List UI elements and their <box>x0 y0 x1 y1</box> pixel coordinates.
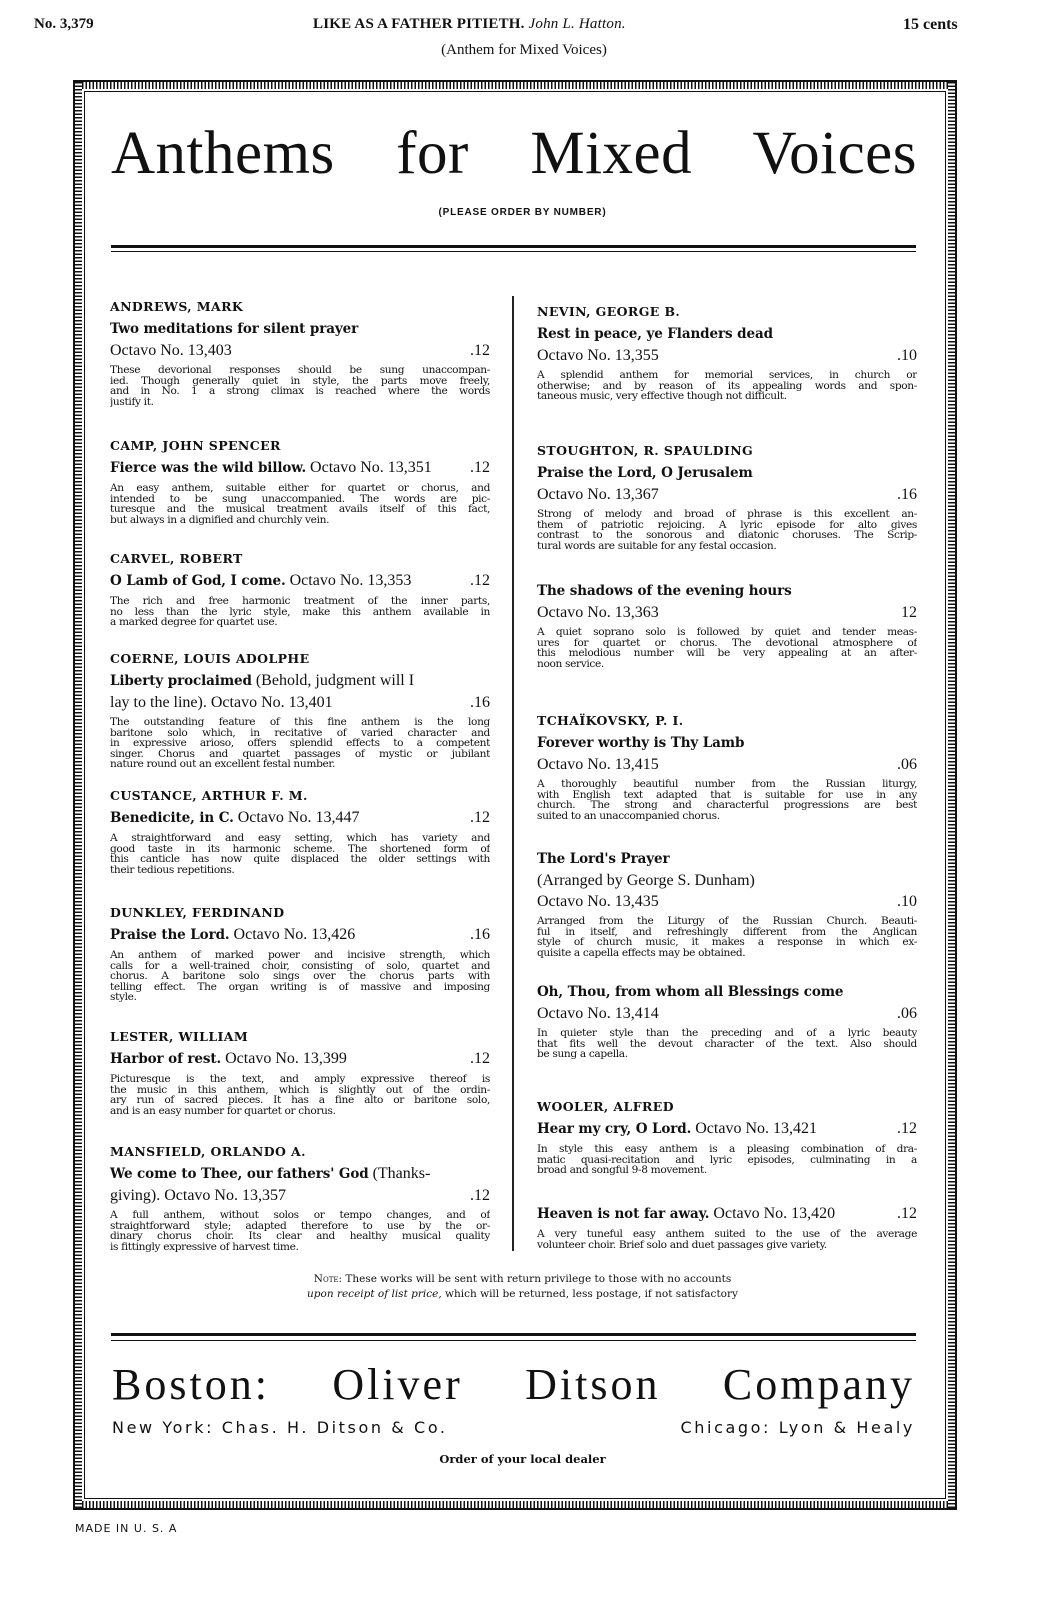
description-line: style. <box>110 992 137 1003</box>
entry-heading-line <box>537 1003 917 1024</box>
price: .12 <box>897 1205 917 1222</box>
heading-text <box>110 692 333 713</box>
heading-text <box>537 754 659 775</box>
description-line: ied. Though generally quiet in style, the parts move freely, <box>110 375 490 387</box>
catalog-entry <box>537 442 917 551</box>
octavo-number: Octavo No. 13,351 <box>310 459 432 476</box>
description-line: singer. Chorus and quartet passages of mystic or jubilant <box>110 748 490 760</box>
entry-description <box>537 627 917 669</box>
catalog-entry <box>110 787 490 875</box>
description-line: broad and songful 9-8 movement. <box>537 1165 707 1176</box>
description-line: good taste in its harmonic scheme. The shortened form of <box>110 843 490 855</box>
description-line: An easy anthem, suitable either for quartet or chorus, and <box>110 483 490 494</box>
description-line: baritone solo which, in recitative of varied character and <box>110 727 490 739</box>
entry-description <box>537 1028 917 1060</box>
octavo-number: (Arranged by George S. Dunham) <box>537 872 755 889</box>
heading-text <box>537 462 753 484</box>
note-line-1: These works will be sent with return privilege to those with no accounts <box>345 1273 732 1285</box>
composer-name: TCHAÏKOVSKY, P. I. <box>537 713 684 728</box>
header-price: 15 cents <box>903 16 958 33</box>
heading-text <box>110 1163 430 1185</box>
description-line: with English text adapted that is suitable for use in any <box>537 789 917 801</box>
octavo-number: giving). Octavo No. 13,357 <box>110 1187 286 1204</box>
catalog-entry <box>110 1143 490 1252</box>
branch-new-york: New York: Chas. H. Ditson & Co. <box>112 1418 448 1437</box>
work-title: Forever worthy is Thy Lamb <box>537 735 745 751</box>
octavo-number: Octavo No. 13,447 <box>237 809 360 826</box>
border-band-top <box>75 82 955 89</box>
octavo-number: Octavo No. 13,363 <box>537 604 659 621</box>
entry-heading-line <box>537 462 917 484</box>
description-line: telling effect. The organ writing is of massive and imposing <box>110 981 490 993</box>
entry-heading-line <box>537 580 917 602</box>
entry-heading-line <box>110 318 490 340</box>
work-title: Fierce was the wild billow. <box>110 460 307 476</box>
octavo-number: Octavo No. 13,415 <box>537 756 659 773</box>
header-title <box>313 16 626 33</box>
catalog-entry <box>110 437 490 525</box>
made-in-label: MADE IN U. S. A <box>75 1522 178 1535</box>
heading-text <box>537 345 659 366</box>
composer-name: CAMP, JOHN SPENCER <box>110 438 281 453</box>
catalog-entry <box>110 904 490 1003</box>
catalog-entry <box>537 580 917 669</box>
header-composer: John L. Hatton. <box>528 16 626 32</box>
note-italic: upon receipt of list price, <box>307 1288 442 1300</box>
entry-heading-line <box>537 345 917 366</box>
entry-heading-line <box>537 981 917 1003</box>
description-line: chorus. A baritone solo sings over the chorus parts with <box>110 971 490 982</box>
octavo-number: Octavo No. 13,420 <box>713 1205 836 1222</box>
catalog-entry <box>110 550 490 628</box>
description-line: is fittingly expressive of harvest time. <box>110 1241 299 1253</box>
description-line: this canticle has now quite displaced the older settings with <box>110 854 490 865</box>
work-title: O Lamb of God, I come. <box>110 573 286 589</box>
work-title: Liberty proclaimed <box>110 673 252 689</box>
work-title: Praise the Lord. <box>110 927 230 943</box>
heading-text <box>110 318 358 340</box>
octavo-number: Octavo No. 13,403 <box>110 342 232 359</box>
heading-text <box>537 323 773 345</box>
catalog-number: No. 3,379 <box>34 16 94 32</box>
octavo-number: (Behold, judgment will I <box>255 672 415 689</box>
return-note <box>0 1272 1045 1302</box>
note-line-2: which will be returned, less postage, if not satisfactory <box>445 1288 738 1300</box>
catalog-entry <box>537 848 917 958</box>
divider-rule <box>111 1333 916 1336</box>
entry-heading-line <box>110 1185 490 1206</box>
price: .10 <box>897 347 917 364</box>
composer-name: LESTER, WILLIAM <box>110 1029 249 1044</box>
price: .12 <box>470 1050 490 1067</box>
octavo-number: lay to the line). Octavo No. 13,401 <box>110 694 333 711</box>
price: 12 <box>901 604 917 621</box>
heading-text <box>110 670 414 692</box>
description-line: straightforward style; adapted therefore to use by the or- <box>110 1220 490 1232</box>
entry-heading-line <box>537 891 917 912</box>
description-line: The rich and free harmonic treatment of the inner parts, <box>110 596 490 607</box>
work-title: Heaven is not far away. <box>537 1206 710 1222</box>
composer-name: ANDREWS, MARK <box>110 299 244 314</box>
catalog-entry <box>537 1203 917 1250</box>
price: .12 <box>470 809 490 826</box>
octavo-number: Octavo No. 13,426 <box>233 926 356 943</box>
border-band-bottom <box>75 1501 955 1508</box>
work-title: Oh, Thou, from whom all Blessings come <box>537 984 844 1000</box>
heading-text <box>110 807 359 829</box>
description-line: justify it. <box>110 396 154 408</box>
entry-heading-line <box>537 323 917 345</box>
composer-name: DUNKLEY, FERDINAND <box>110 905 285 920</box>
description-line: A full anthem, without solos or tempo changes, and of <box>110 1210 490 1221</box>
description-line: otherwise; and by reason of its appealing words and spon- <box>537 380 917 392</box>
description-line: in expressive arioso, offers splendid effects to a competent <box>110 738 490 749</box>
entry-description <box>110 483 490 525</box>
description-line: A very tuneful easy anthem suited to the use of the average <box>537 1229 917 1240</box>
description-line: be sung a capella. <box>537 1049 628 1060</box>
heading-text <box>537 732 744 754</box>
entry-description <box>110 717 490 770</box>
catalog-entry <box>537 712 917 821</box>
composer-name: MANSFIELD, ORLANDO A. <box>110 1144 306 1159</box>
description-line: calls for a well-trained choir, consisting of solo, quartet and <box>110 960 490 972</box>
column-divider <box>512 296 514 1251</box>
heading-text <box>110 570 411 592</box>
composer-name: COERNE, LOUIS ADOLPHE <box>110 651 310 666</box>
description-line: Picturesque is the text, and amply expressive thereof is <box>110 1074 490 1085</box>
description-line: dinary chorus choir. Its clear and healthy musical quality <box>110 1231 490 1242</box>
composer-name: WOOLER, ALFRED <box>537 1099 674 1114</box>
heading-text <box>537 848 670 870</box>
header-title-text: LIKE AS A FATHER PITIETH. <box>313 16 525 32</box>
description-line: tural words are suitable for any festal occasion. <box>537 540 777 552</box>
description-line: church. The strong and characterful progressions are best <box>537 800 917 811</box>
entry-heading-line <box>537 732 917 754</box>
entry-heading-line <box>110 1048 490 1070</box>
note-label: Note: <box>313 1273 343 1285</box>
description-line: taneous music, very effective though not difficult. <box>537 391 787 402</box>
entry-heading-line <box>110 692 490 713</box>
heading-text <box>537 981 843 1003</box>
entry-description <box>110 833 490 875</box>
dealer-note: Order of your local dealer <box>439 1452 606 1466</box>
description-line: A straightforward and easy setting, which has variety and <box>110 833 490 844</box>
description-line: ures for quartet or chorus. The devotional atmosphere of <box>537 637 917 649</box>
header-subtitle: (Anthem for Mixed Voices) <box>441 42 607 58</box>
entry-heading-line <box>110 1163 490 1185</box>
description-line: In style this easy anthem is a pleasing combination of dra- <box>537 1144 917 1155</box>
price: .12 <box>470 572 490 589</box>
entry-heading-line <box>110 457 490 479</box>
catalog-entry <box>110 650 490 770</box>
description-line: and is an easy number for quartet or chorus. <box>110 1105 336 1117</box>
price: .10 <box>897 893 917 910</box>
entry-heading-line <box>537 754 917 775</box>
octavo-number: Octavo No. 13,367 <box>537 486 659 503</box>
divider-rule <box>111 245 916 248</box>
entry-heading-line <box>537 1203 917 1225</box>
heading-text <box>537 870 755 891</box>
description-line: noon service. <box>537 658 604 670</box>
description-line: ary run of sacred pieces. It has a fine alto or baritone solo, <box>110 1095 490 1106</box>
entry-heading-line <box>110 670 490 692</box>
description-line: intended to be sung unaccompanied. The words are pic- <box>110 493 490 505</box>
price: .12 <box>470 342 490 359</box>
entry-heading-line <box>537 870 917 891</box>
description-line: nature round out an excellent festal number. <box>110 759 335 770</box>
price: .12 <box>470 1187 490 1204</box>
heading-text <box>537 1203 835 1225</box>
heading-text <box>537 1118 817 1140</box>
price: .12 <box>897 1120 917 1137</box>
divider-rule <box>111 251 916 252</box>
description-line: The outstanding feature of this fine anthem is the long <box>110 717 490 728</box>
description-line: this melodious number will be very appealing at an after- <box>537 648 917 659</box>
description-line: A splendid anthem for memorial services, in church or <box>537 370 917 381</box>
work-title: Harbor of rest. <box>110 1051 222 1067</box>
price: .16 <box>470 694 490 711</box>
entry-description <box>537 1144 917 1176</box>
description-line: A quiet soprano solo is followed by quiet and tender meas- <box>537 627 917 638</box>
description-line: suited to an unaccompanied chorus. <box>537 810 720 822</box>
catalog-entry <box>537 1098 917 1176</box>
entry-description <box>537 370 917 402</box>
description-line: An anthem of marked power and incisive strength, which <box>110 950 490 961</box>
entry-heading-line <box>537 602 917 623</box>
price: .06 <box>897 756 917 773</box>
composer-name: CARVEL, ROBERT <box>110 551 243 566</box>
octavo-number: Octavo No. 13,435 <box>537 893 659 910</box>
description-line: style of church music, it makes a response in which ex- <box>537 937 917 948</box>
entry-description <box>110 1210 490 1252</box>
octavo-number: Octavo No. 13,414 <box>537 1005 659 1022</box>
entry-description <box>110 1074 490 1116</box>
work-title: The Lord's Prayer <box>537 851 670 867</box>
description-line: A thoroughly beautiful number from the Russian liturgy, <box>537 779 917 790</box>
entry-heading-line <box>537 484 917 505</box>
description-line: that fits well the devout character of the text. Also should <box>537 1038 917 1050</box>
heading-text <box>537 1003 659 1024</box>
entry-description <box>110 365 490 407</box>
entry-description <box>537 509 917 551</box>
description-line: ful in itself, and refreshingly different from the Anglican <box>537 926 917 938</box>
composer-name: STOUGHTON, R. SPAULDING <box>537 443 754 458</box>
composer-name: CUSTANCE, ARTHUR F. M. <box>110 788 308 803</box>
description-line: their tedious repetitions. <box>110 864 235 876</box>
branch-chicago: Chicago: Lyon & Healy <box>680 1418 915 1437</box>
octavo-number: Octavo No. 13,355 <box>537 347 659 364</box>
octavo-number: Octavo No. 13,421 <box>695 1120 817 1137</box>
octavo-number: (Thanks- <box>372 1165 431 1182</box>
heading-text <box>110 340 232 361</box>
heading-text <box>537 891 659 912</box>
price: .16 <box>470 926 490 943</box>
description-line: but always in a dignified and churchly vein. <box>110 514 330 526</box>
publisher-name: Boston: Oliver Ditson Company <box>112 1360 915 1409</box>
divider-rule <box>111 1340 916 1341</box>
entry-description <box>537 1229 917 1250</box>
description-line: In quieter style than the preceding and of a lyric beauty <box>537 1028 917 1039</box>
entry-heading-line <box>537 1118 917 1140</box>
work-title: Rest in peace, ye Flanders dead <box>537 326 773 342</box>
description-line: them of patriotic rejoicing. A lyric episode for alto gives <box>537 519 917 531</box>
catalog-entry <box>537 303 917 402</box>
heading-text <box>537 484 659 505</box>
heading-text <box>110 1185 286 1206</box>
catalog-entry <box>110 1028 490 1116</box>
description-line: Arranged from the Liturgy of the Russian Church. Beauti- <box>537 916 917 927</box>
heading-text <box>537 602 659 623</box>
description-line: turesque and the musical treatment avails itself of this fact, <box>110 504 490 515</box>
description-line: the music in this anthem, which is slightly out of the ordin- <box>110 1084 490 1096</box>
heading-text <box>110 924 355 946</box>
work-title: Two meditations for silent prayer <box>110 321 359 337</box>
description-line: contrast to the sonorous and diatonic choruses. The Scrip- <box>537 530 917 541</box>
page-title: Anthems for Mixed Voices <box>111 120 917 187</box>
description-line: These devorional responses should be sung unaccompan- <box>110 365 490 376</box>
entry-heading-line <box>110 924 490 946</box>
heading-text <box>110 457 432 479</box>
price: .12 <box>470 459 490 476</box>
price: .06 <box>897 1005 917 1022</box>
work-title: The shadows of the evening hours <box>537 583 792 599</box>
entry-description <box>110 596 490 628</box>
description-line: a marked degree for quartet use. <box>110 617 278 628</box>
entry-description <box>110 950 490 1003</box>
catalog-entry <box>110 298 490 407</box>
octavo-number: Octavo No. 13,399 <box>225 1050 347 1067</box>
description-line: and in No. 1 a strong climax is reached where the words <box>110 386 490 397</box>
publisher-branches <box>112 1418 915 1437</box>
work-title: Hear my cry, O Lord. <box>537 1121 692 1137</box>
heading-text <box>537 580 792 602</box>
description-line: quisite a capella effects may be obtained. <box>537 947 746 959</box>
entry-description <box>537 779 917 821</box>
composer-name: NEVIN, GEORGE B. <box>537 304 681 319</box>
description-line: Strong of melody and broad of phrase is this excellent an- <box>537 509 917 520</box>
catalog-entry <box>537 981 917 1060</box>
entry-heading-line <box>110 570 490 592</box>
description-line: no less than the lyric style, make this anthem available in <box>110 606 490 618</box>
entry-heading-line <box>110 340 490 361</box>
work-title: Praise the Lord, O Jerusalem <box>537 465 753 481</box>
entry-description <box>537 916 917 958</box>
order-note: (PLEASE ORDER BY NUMBER) <box>438 207 607 218</box>
price: .16 <box>897 486 917 503</box>
description-line: matic quasi-recitation and lyric episodes, culminating in a <box>537 1154 917 1166</box>
entry-heading-line <box>110 807 490 829</box>
octavo-number: Octavo No. 13,353 <box>289 572 412 589</box>
work-title: Benedicite, in C. <box>110 810 234 826</box>
work-title: We come to Thee, our fathers' God <box>110 1166 369 1182</box>
entry-heading-line <box>537 848 917 870</box>
heading-text <box>110 1048 347 1070</box>
description-line: volunteer choir. Brief solo and duet passages give variety. <box>537 1239 827 1251</box>
